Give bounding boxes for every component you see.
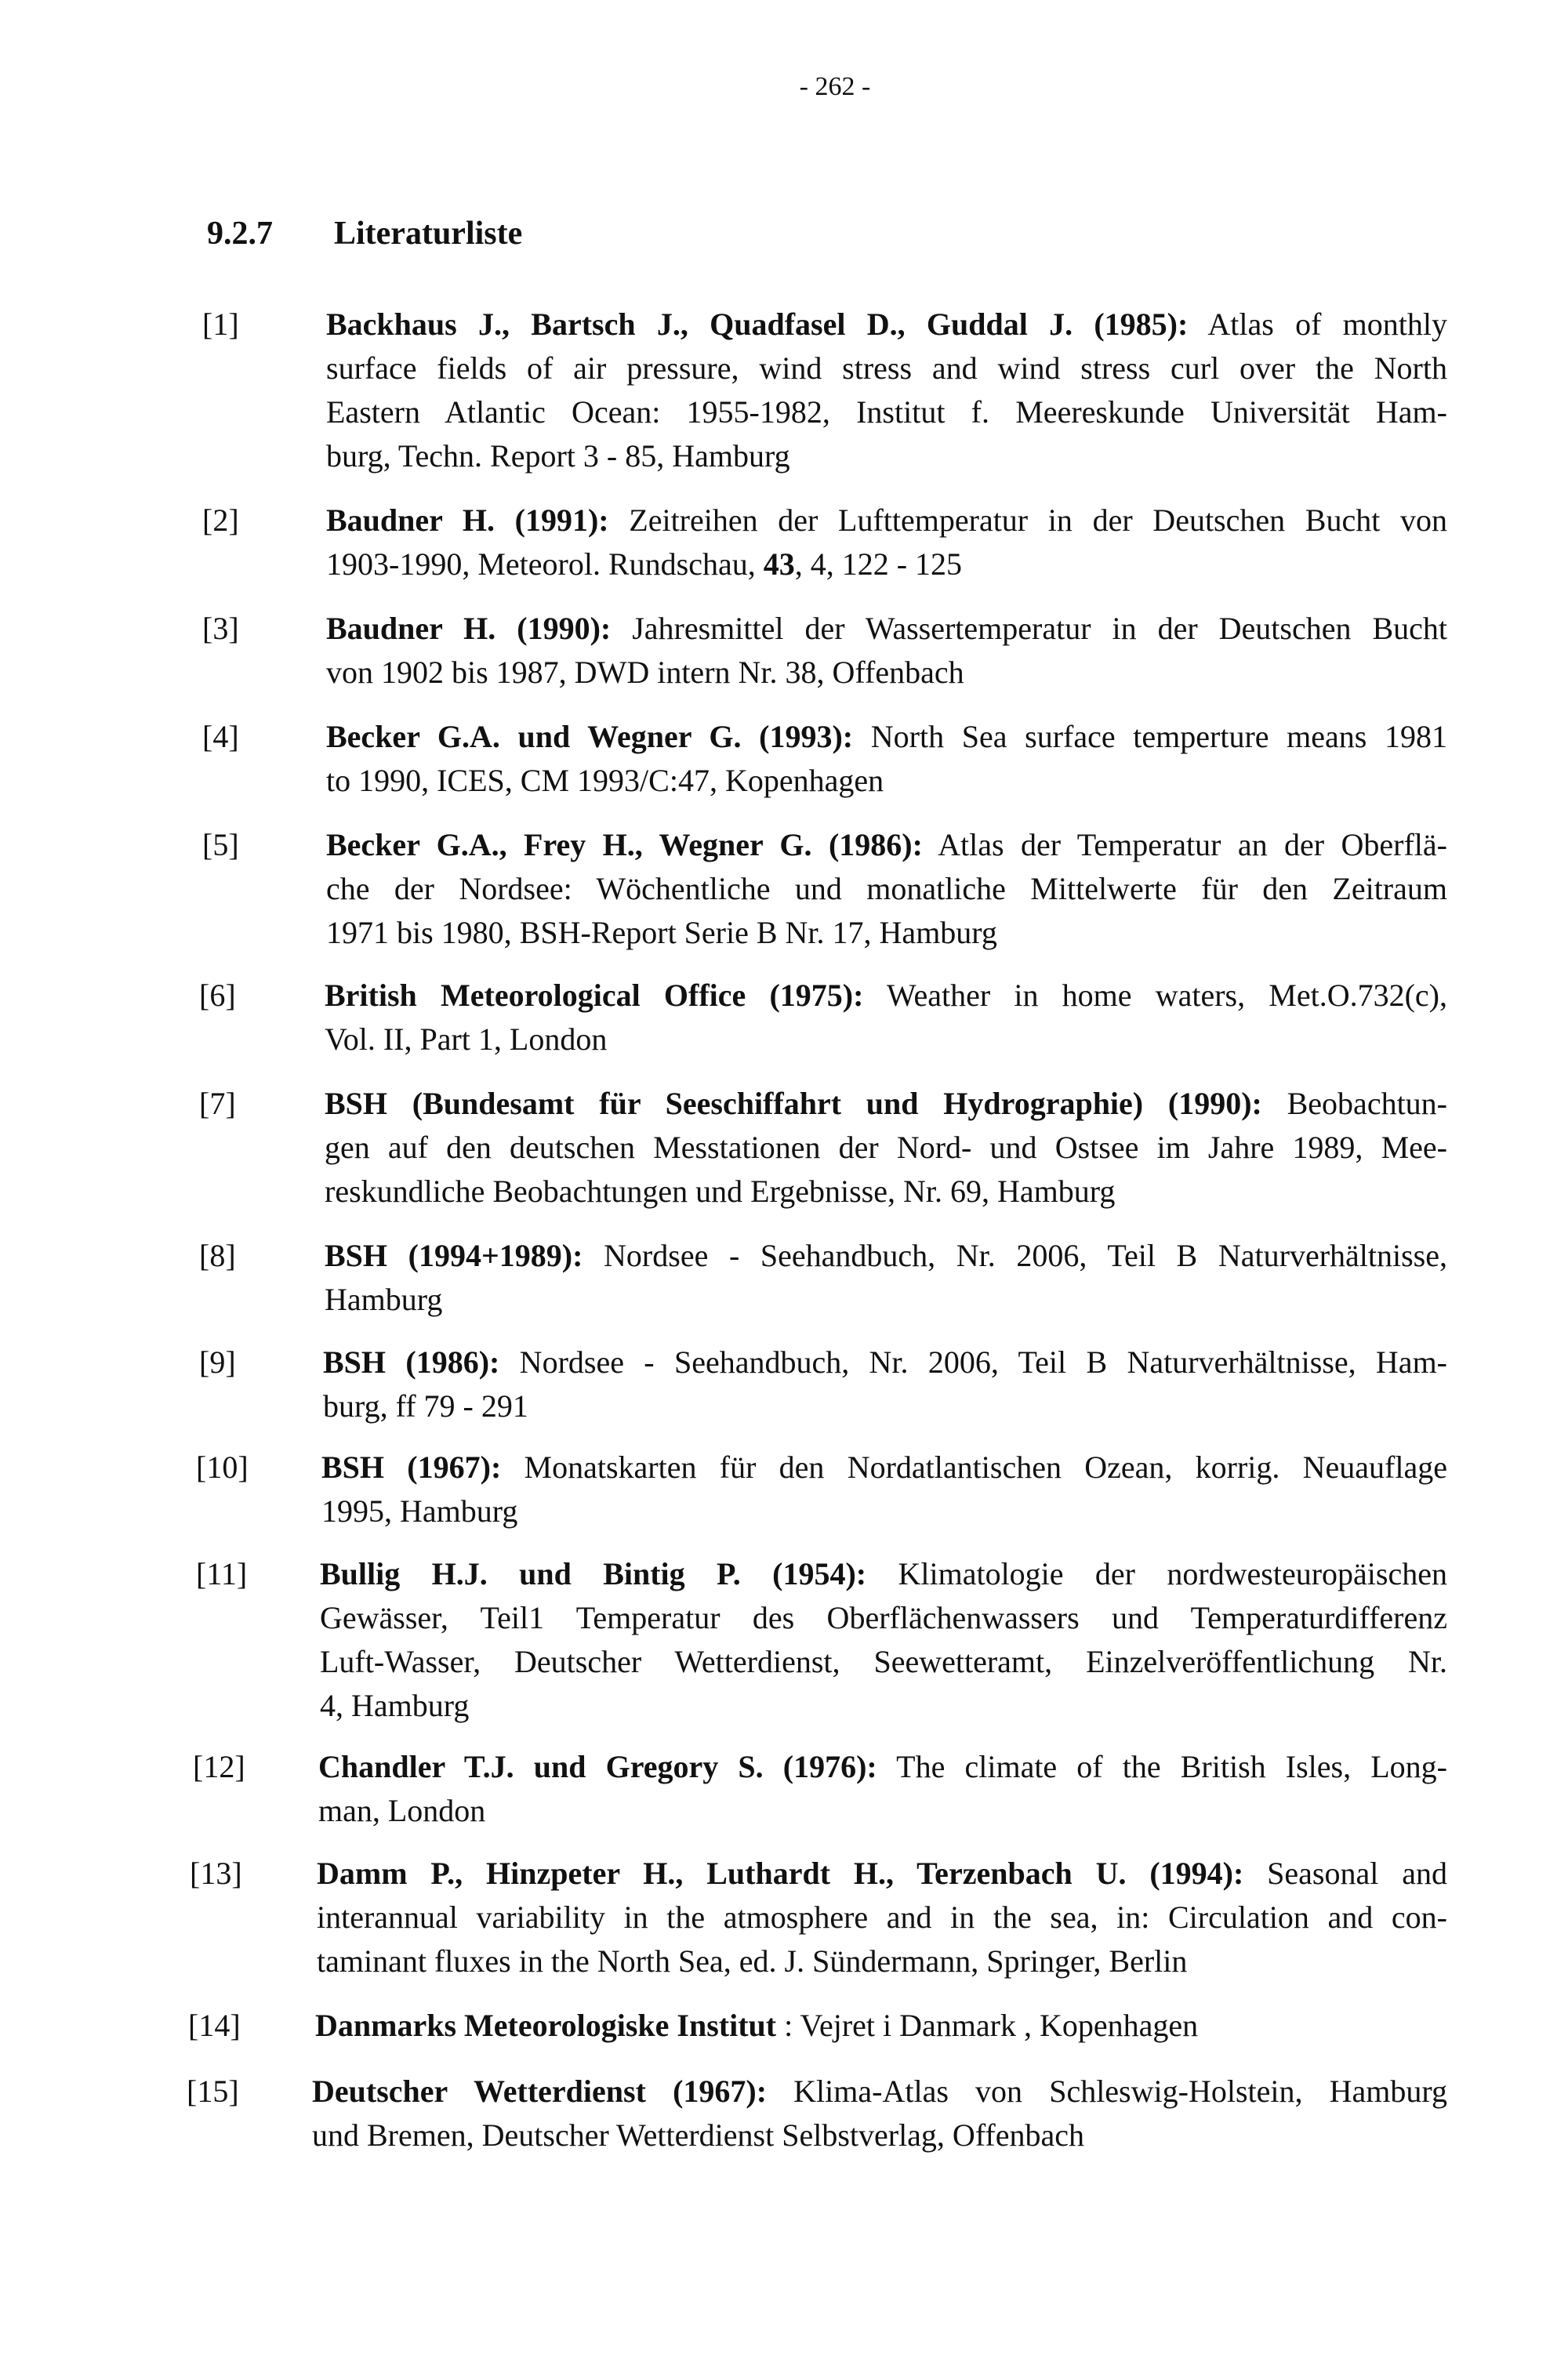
reference-line [326, 911, 1447, 955]
reference-line [326, 347, 1447, 390]
reference-author-year: Damm P., Hinzpeter H., Luthardt H., Terzenbach U. (1994): [317, 1856, 1244, 1891]
reference-line [312, 2114, 1447, 2157]
reference-line [318, 1789, 1447, 1833]
reference-line [325, 1278, 1447, 1322]
reference-text [315, 2004, 1447, 2048]
reference-number: [8] [199, 1238, 236, 1273]
reference-detail: surface fields of air pressure, wind stress and wind stress curl over the North [326, 350, 1447, 386]
reference-line [325, 1234, 1447, 1278]
reference-line [320, 1596, 1447, 1640]
page-number: - 262 - [799, 72, 871, 101]
reference-number: [7] [199, 1086, 236, 1121]
reference-text [326, 499, 1447, 586]
reference-author-year: Danmarks Meteorologiske Institut [315, 2008, 777, 2043]
reference-number: [9] [199, 1344, 236, 1380]
reference-line [320, 1640, 1447, 1684]
reference-author-year: Becker G.A., Frey H., Wegner G. (1986): [326, 827, 923, 862]
reference-number: [5] [202, 827, 239, 862]
reference-line [325, 1082, 1447, 1126]
reference-detail: Hamburg [325, 1282, 443, 1317]
reference-text [326, 715, 1447, 803]
reference-detail: : Vejret i Danmark , Kopenhagen [776, 2008, 1199, 2043]
reference-detail: Vol. II, Part 1, London [325, 1021, 608, 1057]
reference-line [320, 1552, 1447, 1596]
reference-number: [1] [202, 307, 239, 342]
reference-detail: Jahresmittel der Wassertemperatur in der Deutschen Bucht [611, 611, 1448, 646]
reference-line [326, 607, 1447, 651]
reference-author-year: Becker G.A. und Wegner G. (1993): [326, 719, 854, 754]
reference-line [326, 434, 1447, 478]
reference-detail: gen auf den deutschen Messtationen der Nord- und Ostsee im Jahre 1989, Mee- [325, 1130, 1447, 1165]
reference-author-year: Bullig H.J. und Bintig P. (1954): [320, 1556, 867, 1591]
reference-author-year: Deutscher Wetterdienst (1967): [312, 2074, 768, 2109]
reference-number: [12] [193, 1749, 245, 1784]
reference-line [321, 1490, 1447, 1533]
section-number: 9.2.7 [207, 216, 273, 252]
reference-line [325, 1170, 1447, 1214]
section-title: Literaturliste [334, 216, 523, 252]
reference-text [318, 1745, 1447, 1833]
reference-detail: Klimatologie der nordwesteuropäischen [866, 1556, 1447, 1591]
reference-number: [2] [202, 503, 239, 538]
reference-line [317, 1896, 1447, 1940]
reference-author-year: Backhaus J., Bartsch J., Quadfasel D., Guddal J. (1985): [326, 307, 1189, 342]
reference-text [326, 607, 1447, 695]
reference-number: [13] [190, 1856, 242, 1891]
reference-detail: taminant fluxes in the North Sea, ed. J. Sündermann, Springer, Berlin [317, 1943, 1188, 1979]
reference-detail: burg, ff 79 - 291 [323, 1388, 528, 1424]
reference-author-year: 43 [763, 546, 795, 582]
reference-line [326, 542, 1447, 586]
reference-number: [14] [188, 2008, 241, 2043]
reference-detail: Atlas of monthly [1188, 307, 1447, 342]
reference-line [312, 2070, 1447, 2114]
reference-text [323, 1341, 1447, 1428]
reference-author-year: Chandler T.J. und Gregory S. (1976): [318, 1749, 877, 1784]
reference-author-year: Baudner H. (1990): [326, 611, 612, 646]
reference-detail: 1971 bis 1980, BSH-Report Serie B Nr. 17, Hamburg [326, 915, 997, 950]
reference-line [326, 867, 1447, 911]
reference-author-year: BSH (1967): [321, 1450, 502, 1485]
reference-detail: man, London [318, 1793, 486, 1828]
reference-detail: interannual variability in the atmosphere and in the sea, in: Circulation and con- [317, 1900, 1447, 1935]
reference-text [317, 1852, 1447, 1983]
reference-line [326, 651, 1447, 695]
reference-line [325, 1126, 1447, 1170]
reference-text [325, 1234, 1447, 1322]
reference-detail: Weather in home waters, Met.O.732(c), [863, 978, 1447, 1013]
reference-detail: Nordsee - Seehandbuch, Nr. 2006, Teil B Naturverhältnisse, [583, 1238, 1447, 1273]
reference-detail: 1995, Hamburg [321, 1493, 518, 1529]
reference-line [318, 1745, 1447, 1789]
reference-detail: Atlas der Temperatur an der Oberflä- [922, 827, 1447, 862]
reference-detail: North Sea surface temperture means 1981 [853, 719, 1447, 754]
reference-text [325, 1082, 1447, 1214]
reference-line [326, 390, 1447, 434]
reference-line [323, 1384, 1447, 1428]
reference-text [326, 303, 1447, 478]
reference-line [326, 823, 1447, 867]
reference-author-year: BSH (1986): [323, 1344, 500, 1380]
reference-detail: , 4, 122 - 125 [794, 546, 963, 582]
reference-line [326, 715, 1447, 759]
reference-author-year: BSH (1994+1989): [325, 1238, 583, 1273]
reference-number: [4] [202, 719, 239, 754]
reference-text [320, 1552, 1447, 1728]
reference-author-year: BSH (Bundesamt für Seeschiffahrt und Hydrographie) (1990): [325, 1086, 1262, 1121]
reference-line [326, 303, 1447, 347]
reference-detail: 1903-1990, Meteorol. Rundschau, [326, 546, 764, 582]
reference-detail: Monatskarten für den Nordatlantischen Ozean, korrig. Neuauflage [501, 1450, 1447, 1485]
reference-line [325, 1018, 1447, 1061]
reference-number: [3] [202, 611, 239, 646]
reference-text [325, 974, 1447, 1061]
reference-author-year: Baudner H. (1991): [326, 503, 609, 538]
reference-line [326, 499, 1447, 542]
reference-number: [10] [196, 1450, 249, 1485]
reference-line [317, 1940, 1447, 1983]
reference-detail: Gewässer, Teil1 Temperatur des Oberflächenwassers und Temperaturdifferenz [320, 1600, 1447, 1635]
reference-line [325, 974, 1447, 1018]
reference-detail: The climate of the British Isles, Long- [877, 1749, 1447, 1784]
reference-text [326, 823, 1447, 955]
reference-detail: Zeitreihen der Lufttemperatur in der Deutschen Bucht von [608, 503, 1447, 538]
reference-detail: Beobachtun- [1261, 1086, 1447, 1121]
reference-detail: von 1902 bis 1987, DWD intern Nr. 38, Offenbach [326, 655, 964, 690]
reference-line [323, 1341, 1447, 1384]
reference-detail: burg, Techn. Report 3 - 85, Hamburg [326, 438, 790, 474]
reference-detail: Eastern Atlantic Ocean: 1955-1982, Institut f. Meereskunde Universität Ham- [326, 394, 1447, 430]
reference-number: [11] [196, 1556, 248, 1591]
reference-detail: Luft-Wasser, Deutscher Wetterdienst, Seewetteramt, Einzelveröffentlichung Nr. [320, 1644, 1447, 1679]
reference-line [320, 1684, 1447, 1728]
reference-detail: to 1990, ICES, CM 1993/C:47, Kopenhagen [326, 763, 884, 798]
reference-detail: und Bremen, Deutscher Wetterdienst Selbstverlag, Offenbach [312, 2117, 1084, 2153]
reference-author-year: British Meteorological Office (1975): [325, 978, 864, 1013]
reference-line [317, 1852, 1447, 1896]
reference-number: [15] [187, 2074, 239, 2109]
reference-line [315, 2004, 1447, 2048]
reference-text [312, 2070, 1447, 2157]
reference-detail: 4, Hamburg [320, 1688, 470, 1723]
reference-text [321, 1446, 1447, 1533]
section-heading [207, 215, 522, 252]
reference-detail: Klima-Atlas von Schleswig-Holstein, Hamburg [767, 2074, 1447, 2109]
reference-detail: Nordsee - Seehandbuch, Nr. 2006, Teil B Naturverhältnisse, Ham- [499, 1344, 1447, 1380]
reference-line [321, 1446, 1447, 1490]
reference-detail: Seasonal and [1243, 1856, 1447, 1891]
reference-detail: che der Nordsee: Wöchentliche und monatliche Mittelwerte für den Zeitraum [326, 871, 1447, 906]
reference-number: [6] [199, 978, 236, 1013]
reference-detail: reskundliche Beobachtungen und Ergebnisse, Nr. 69, Hamburg [325, 1174, 1116, 1209]
reference-line [326, 759, 1447, 803]
